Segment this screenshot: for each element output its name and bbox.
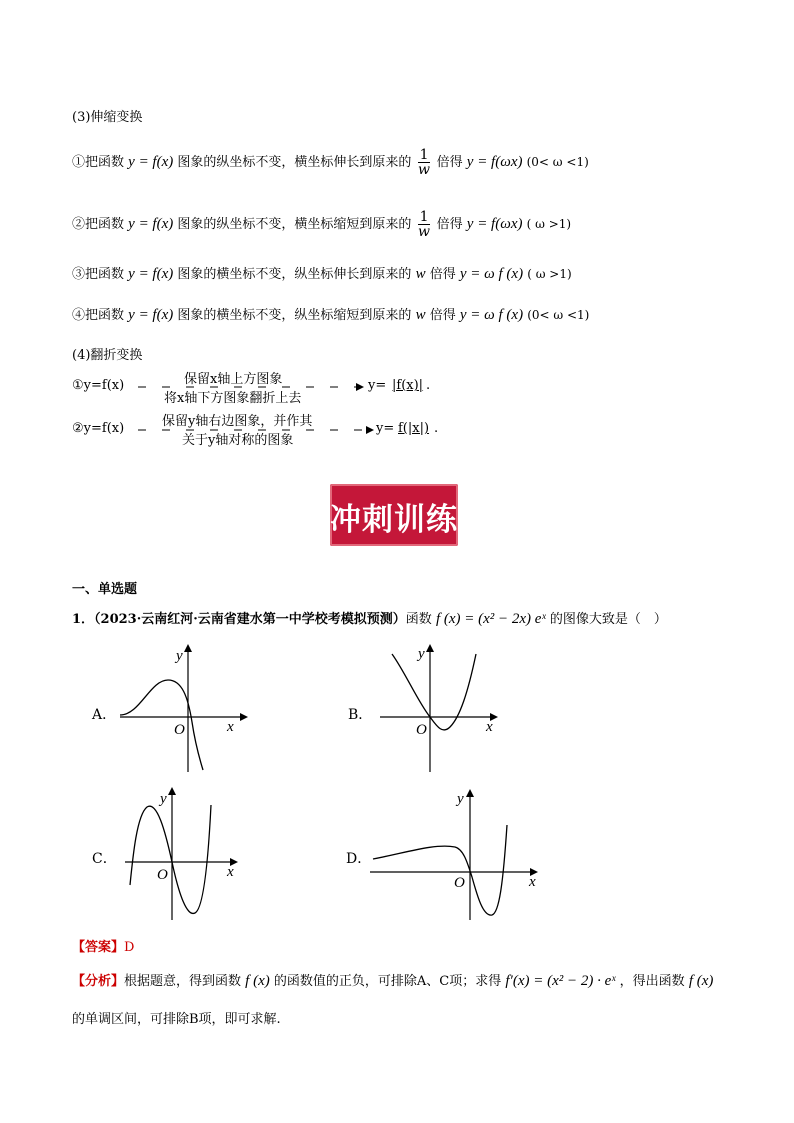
item-text: ③把函数: [72, 267, 125, 282]
section-heading: 一、单选题: [72, 582, 138, 597]
section4-title: (4)翻折变换: [72, 348, 143, 363]
analysis-text: 的函数值的正负，可排除A、C项；求得: [273, 974, 502, 989]
question-number: 1．: [72, 612, 95, 627]
question-text: 的图像大致是（ ）: [549, 612, 667, 627]
analysis-label: 【分析】: [72, 974, 125, 989]
choice-b-label: B．: [348, 707, 373, 723]
formula: y = f(x): [128, 154, 174, 170]
formula: y = ω f (x): [459, 266, 524, 282]
item-text: 图象的纵坐标不变，横坐标缩短到原来的: [177, 217, 412, 232]
section4-item2: [72, 408, 439, 448]
item-text: 倍得: [436, 217, 463, 232]
axis-y-label: y: [160, 791, 167, 807]
origin-label: O: [174, 722, 185, 738]
item-text: ②把函数: [72, 217, 125, 232]
question-1: [72, 608, 667, 628]
dashed-arrow-icon: [138, 425, 374, 435]
formula: y = f(ωx): [466, 154, 523, 170]
axis-x-label: x: [227, 719, 234, 735]
fraction: $\frac{1}{w}$: [418, 209, 431, 240]
arrow-top-label: 保留x轴上方图象: [184, 372, 283, 387]
fraction: $\frac{1}{w}$: [418, 147, 431, 178]
analysis-line1: [72, 970, 713, 990]
banner-stamp: [330, 484, 458, 546]
choice-b-graph[interactable]: [370, 642, 520, 777]
condition: (0< ω <1): [526, 155, 589, 169]
dashed-arrow-icon: [138, 382, 364, 392]
answer: [72, 936, 134, 955]
item-lhs: ②y=f(x): [72, 421, 125, 436]
axis-x-label: x: [227, 864, 234, 880]
item-text: 倍得: [436, 155, 463, 170]
item-lhs: ①y=f(x): [72, 378, 125, 393]
formula: y = ω f (x): [459, 307, 524, 323]
origin-label: O: [454, 875, 465, 891]
section3-title: (3)伸缩变换: [72, 110, 143, 125]
question-source: （2023·云南红河·云南省建水第一中学校考模拟预测）: [94, 612, 406, 627]
item-text: 图象的横坐标不变，纵坐标缩短到原来的: [177, 308, 412, 323]
choice-d-graph[interactable]: [365, 785, 545, 925]
item-text: 图象的横坐标不变，纵坐标伸长到原来的: [177, 267, 412, 282]
choice-c-graph[interactable]: [115, 785, 255, 925]
variable: w: [415, 307, 426, 323]
condition: ( ω >1): [527, 267, 572, 281]
arrow-bottom-label: 将x轴下方图象翻折上去: [164, 391, 302, 406]
variable: w: [415, 266, 426, 282]
question-formula: f (x) = (x² − 2x) eˣ: [435, 611, 546, 627]
formula: f (x): [245, 973, 270, 989]
axis-y-label: y: [418, 646, 425, 662]
item-end: .: [434, 421, 439, 436]
arrow-bottom-label: 关于y轴对称的图象: [182, 433, 294, 448]
section3-item2: [72, 210, 571, 239]
question-text: 函数: [405, 612, 432, 627]
banner-text: 冲刺训练: [330, 502, 458, 538]
axis-x-label: x: [486, 719, 493, 735]
answer-label: 【答案】: [72, 940, 125, 955]
choice-a-label: A．: [92, 707, 117, 723]
item-text: ①把函数: [72, 155, 125, 170]
analysis-text: 根据题意，得到函数: [124, 974, 242, 989]
section3-item4: [72, 304, 589, 324]
item-text: 倍得: [429, 267, 456, 282]
item-rhs: y=: [368, 378, 387, 393]
item-text: ④把函数: [72, 308, 125, 323]
formula: f (x): [688, 973, 714, 989]
item-result: f(|x|): [398, 421, 430, 436]
axis-y-label: y: [176, 648, 183, 664]
item-end: .: [426, 378, 431, 393]
analysis-line2: 的单调区间，可排除B项，即可求解.: [72, 1012, 281, 1027]
item-text: 倍得: [429, 308, 456, 323]
section3-item1: [72, 148, 589, 177]
condition: ( ω >1): [526, 217, 572, 231]
section4-item1: [72, 368, 432, 408]
choice-a-graph[interactable]: [110, 642, 260, 777]
answer-value: D: [124, 940, 135, 955]
choice-d-label: D．: [346, 851, 372, 867]
item-rhs: y=: [376, 421, 395, 436]
origin-label: O: [157, 867, 168, 883]
analysis-text: ，得出函数: [619, 974, 685, 989]
formula: f′(x) = (x² − 2) · eˣ: [505, 973, 616, 989]
formula: y = f(x): [128, 307, 174, 323]
condition: (0< ω <1): [527, 308, 590, 322]
item-result: |f(x)|: [392, 378, 424, 393]
item-text: 图象的纵坐标不变，横坐标伸长到原来的: [177, 155, 412, 170]
section3-item3: [72, 263, 572, 283]
choice-c-label: C．: [92, 851, 117, 867]
origin-label: O: [416, 722, 427, 738]
formula: y = f(ωx): [466, 216, 523, 232]
axis-y-label: y: [457, 791, 464, 807]
formula: y = f(x): [128, 266, 174, 282]
axis-x-label: x: [529, 874, 536, 890]
formula: y = f(x): [128, 216, 174, 232]
arrow-top-label: 保留y轴右边图象，并作其: [162, 414, 313, 429]
